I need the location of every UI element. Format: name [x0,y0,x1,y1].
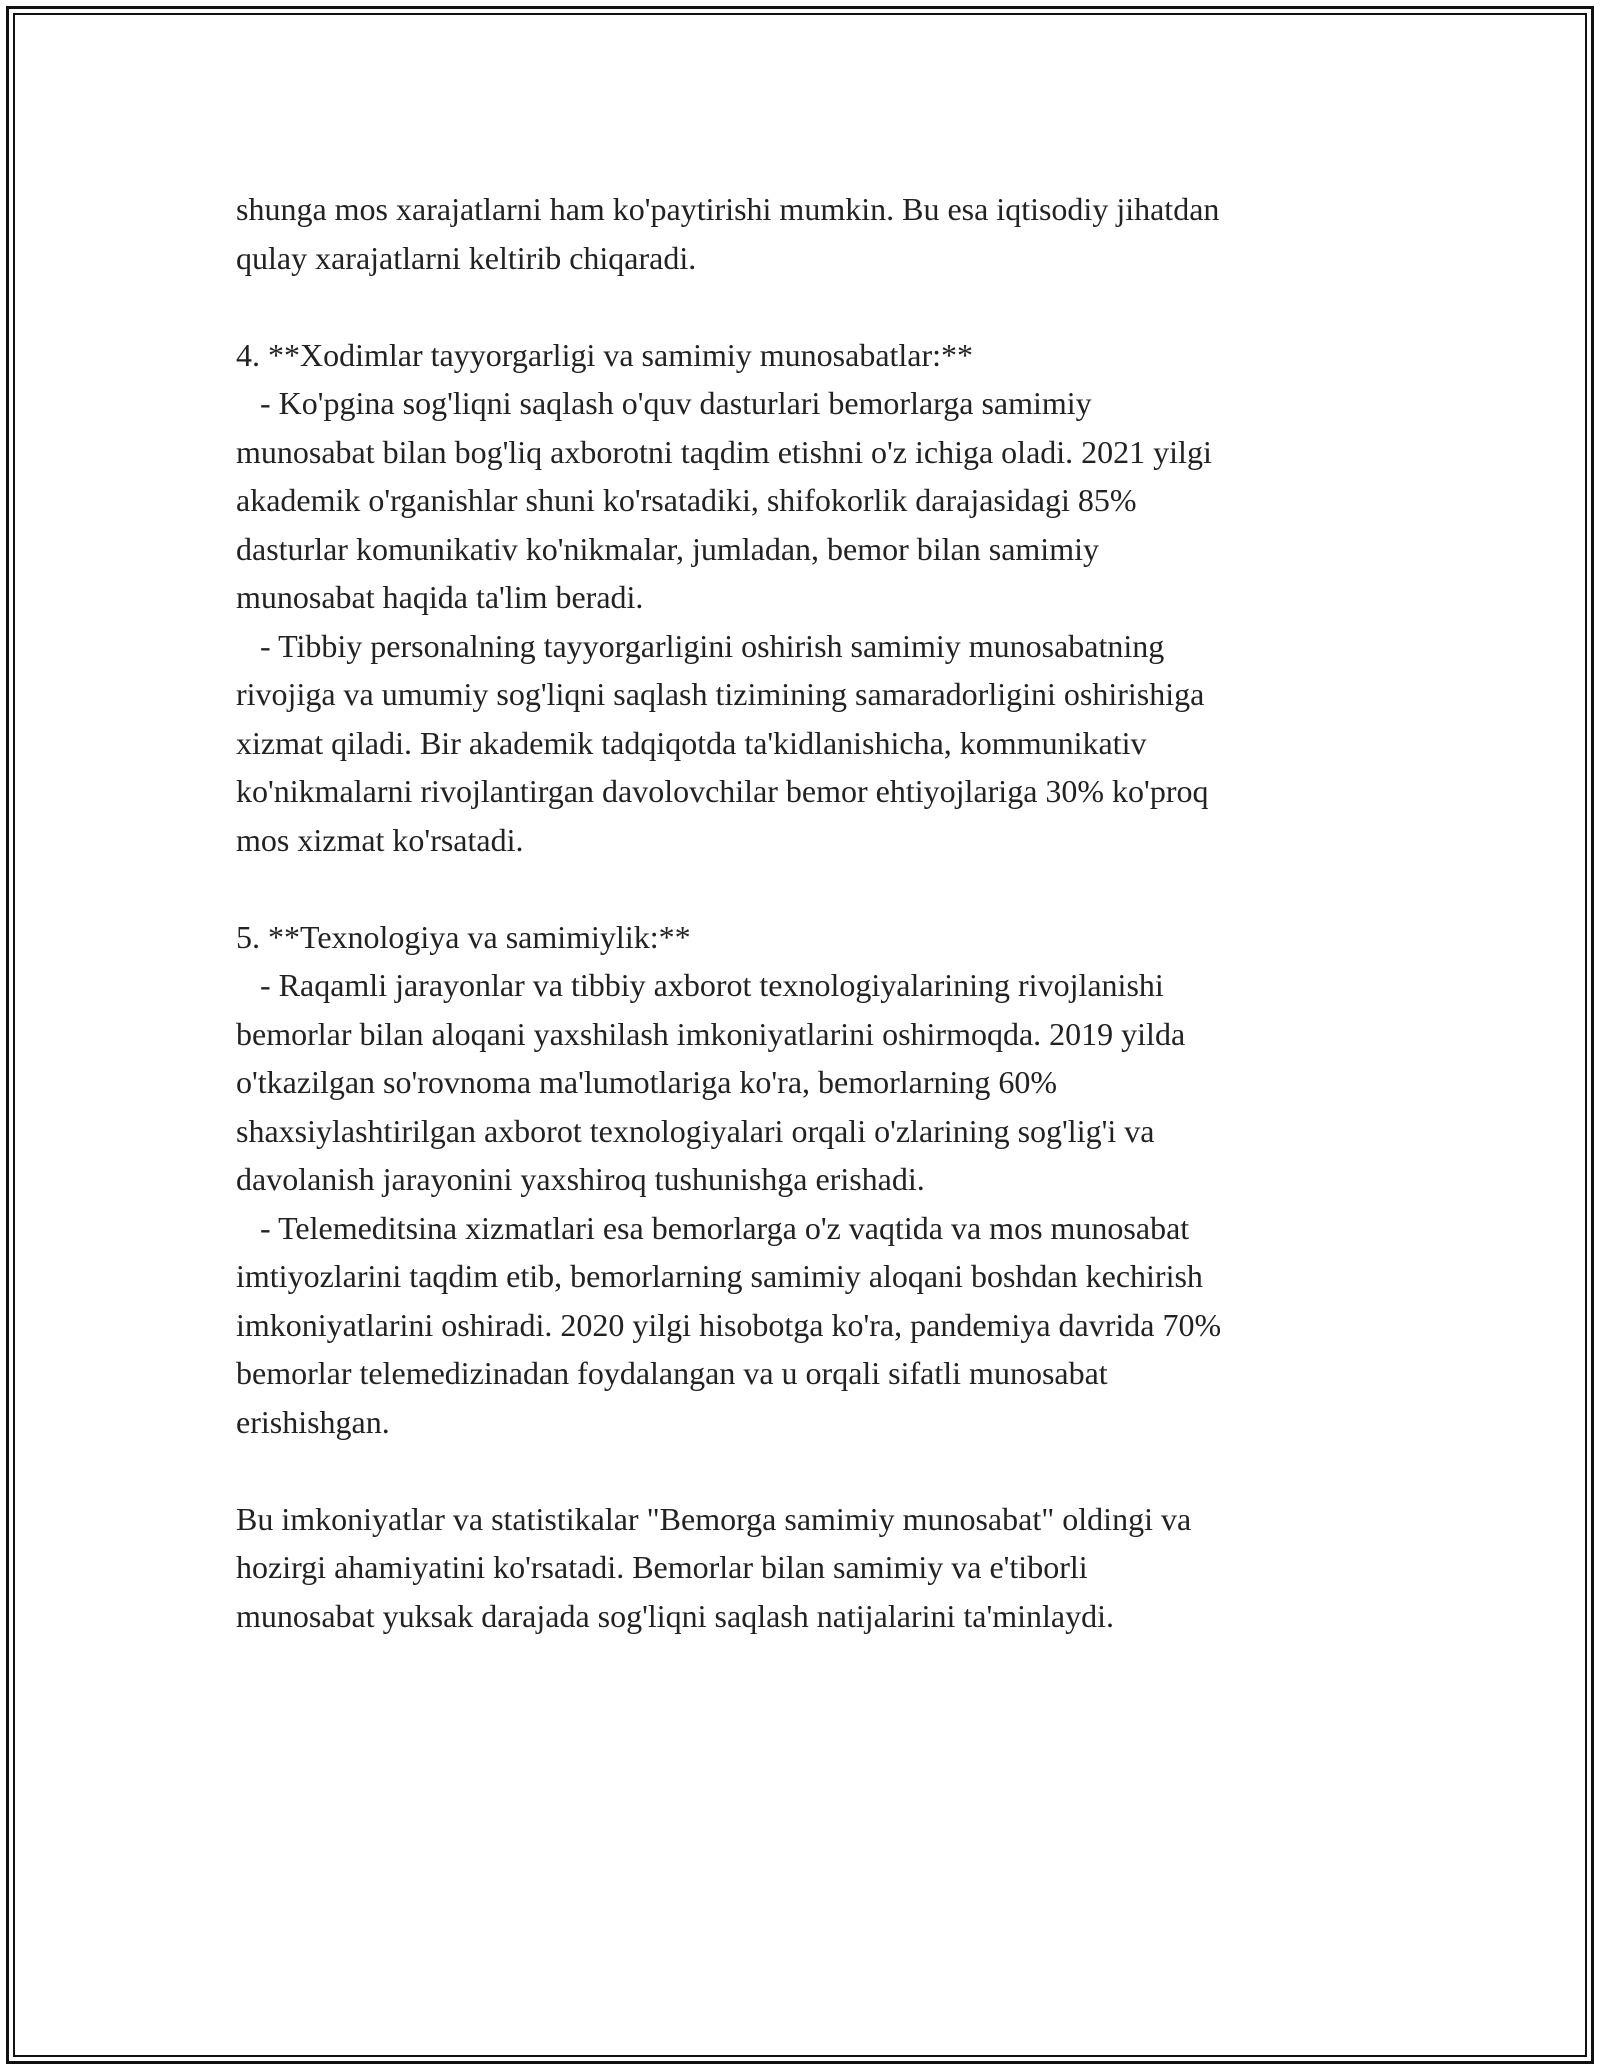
section-4-bullet-2 [236,622,1386,865]
text-line: bemorlar telemedizinadan foydalangan va u orqali sifatli munosabat [236,1355,1108,1391]
section-5 [236,913,1386,1447]
text-line: - Ko'pgina sog'liqni saqlash o'quv dasturlari bemorlarga samimiy [236,385,1092,421]
text-line: shaxsiylashtirilgan axborot texnologiyalari orqali o'zlarining sog'lig'i va [236,1112,1155,1149]
text-line: munosabat yuksak darajada sog'liqni saqlash natijalarini ta'minlaydi. [236,1597,1114,1634]
text-line: - Tibbiy personalning tayyorgarligini oshirish samimiy munosabatning [236,627,1165,664]
text-line: - Telemeditsina xizmatlari esa bemorlarga o'z vaqtida va mos munosabat [236,1209,1190,1246]
text-line: imkoniyatlarini oshiradi. 2020 yilgi hisobotga ko'ra, pandemiya davrida 70% [236,1306,1222,1343]
text-line: mos xizmat ko'rsatadi. [236,821,524,858]
text-line: bemorlar bilan aloqani yaxshilash imkoniyatlarini oshirmoqda. 2019 yilda [236,1015,1186,1052]
section-5-heading: 5. **Texnologiya va samimiylik:** [236,918,691,955]
text-line: shunga mos xarajatlarni ham ko'paytirishi mumkin. Bu esa iqtisodiy jihatdan [236,191,1220,227]
text-line: ko'nikmalarni rivojlantirgan davolovchilar bemor ehtiyojlariga 30% ko'proq [236,773,1209,809]
section-4 [236,331,1386,865]
text-line: munosabat haqida ta'lim beradi. [236,579,644,615]
text-line: dasturlar komunikativ ko'nikmalar, jumladan, bemor bilan samimiy [236,530,1099,567]
paragraph-gap [236,864,1386,913]
section-4-heading: 4. **Xodimlar tayyorgarligi va samimiy munosabatlar:** [236,336,974,373]
text-line: - Raqamli jarayonlar va tibbiy axborot texnologiyalarining rivojlanishi [236,967,1164,1003]
text-line: imtiyozlarini taqdim etib, bemorlarning samimiy aloqani boshdan kechirish [236,1258,1203,1294]
document-body [236,185,1386,1640]
conclusion-paragraph [236,1495,1386,1641]
text-line: qulay xarajatlarni keltirib chiqaradi. [236,239,697,276]
paragraph-gap [236,282,1386,331]
text-line: rivojiga va umumiy sog'liqni saqlash tizimining samaradorligini oshirishiga [236,676,1205,712]
text-line: akademik o'rganishlar shuni ko'rsatadiki, shifokorlik darajasidagi 85% [236,482,1137,518]
text-line: davolanish jarayonini yaxshiroq tushunishga erishadi. [236,1161,925,1197]
intro-paragraph [236,185,1386,282]
text-line: munosabat bilan bog'liq axborotni taqdim etishni o'z ichiga oladi. 2021 yilgi [236,433,1212,470]
section-5-bullet-1 [236,961,1386,1204]
paragraph-gap [236,1446,1386,1495]
section-4-bullet-1 [236,379,1386,622]
text-line: o'tkazilgan so'rovnoma ma'lumotlariga ko'ra, bemorlarning 60% [236,1064,1058,1100]
text-line: hozirgi ahamiyatini ko'rsatadi. Bemorlar bilan samimiy va e'tiborli [236,1549,1088,1585]
section-5-bullet-2 [236,1204,1386,1447]
text-line: Bu imkoniyatlar va statistikalar "Bemorga samimiy munosabat" oldingi va [236,1500,1192,1537]
text-line: xizmat qiladi. Bir akademik tadqiqotda ta'kidlanishicha, kommunikativ [236,724,1147,761]
text-line: erishishgan. [236,1403,390,1440]
